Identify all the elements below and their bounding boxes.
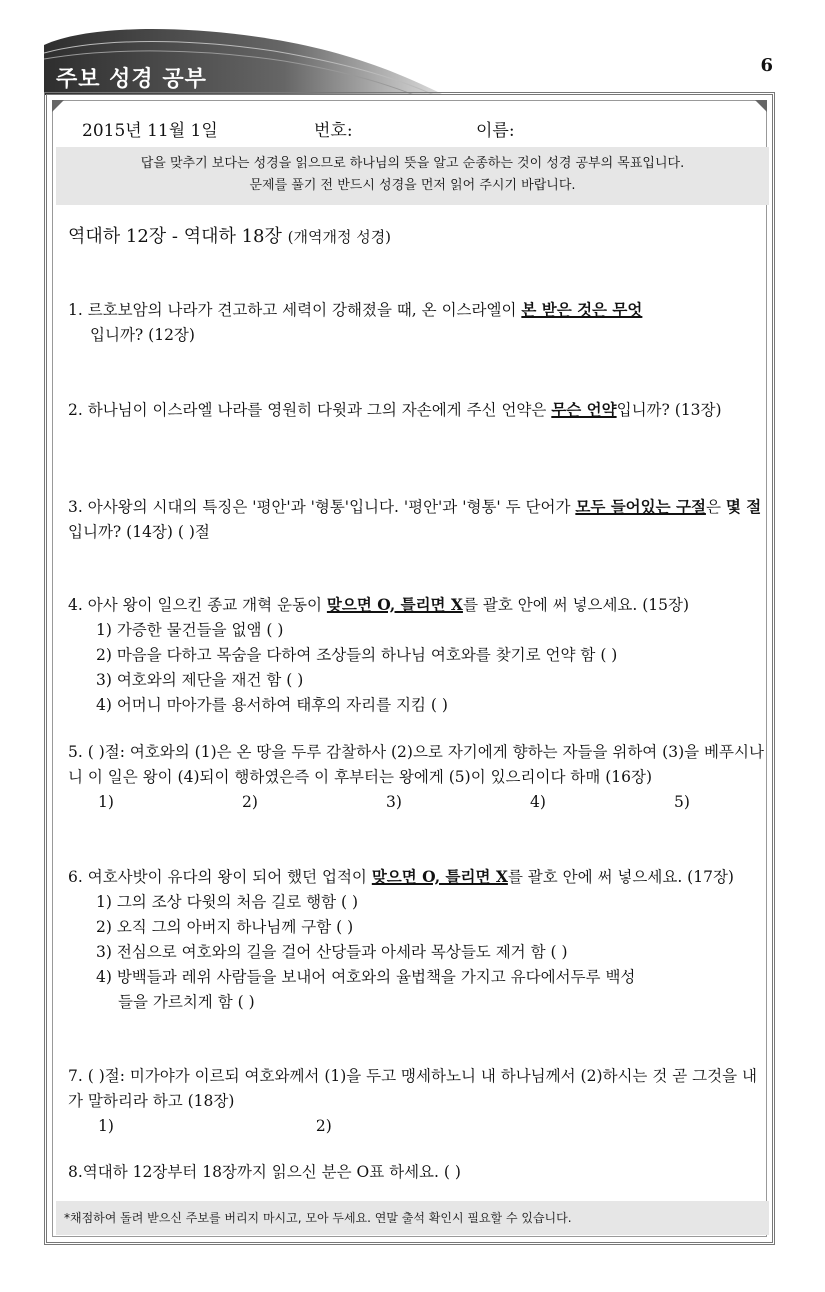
q2-text-cont: 입니까? (13장) <box>616 401 722 419</box>
question-5 <box>68 740 768 815</box>
corner-ornament-left <box>52 100 64 112</box>
question-6 <box>68 864 768 1015</box>
q2-text: 2. 하나님이 이스라엘 나라를 영원히 다윗과 그의 자손에게 주신 언약은 <box>68 401 552 419</box>
q3-text: 3. 아사왕의 시대의 특징은 '평안'과 '형통'입니다. '평안'과 '형통' 두 단어가 <box>68 498 576 516</box>
q4-item: 3) 여호와의 제단을 재건 함 ( ) <box>96 671 304 689</box>
notice-line-1: 답을 맞추기 보다는 성경을 읽으므로 하나님의 뜻을 알고 순종하는 것이 성경 공부의 목표입니다. <box>140 156 685 171</box>
q4-text-cont: 를 괄호 안에 써 넣으세요. (15장) <box>462 596 690 614</box>
q6-highlight: 맞으면 O, 틀리면 X <box>371 867 508 886</box>
footer-note: *채점하여 돌려 받으신 주보를 버리지 마시고, 모아 두세요. 연말 출석 확인시 필요할 수 있습니다. <box>56 1201 769 1235</box>
q4-item: 1) 가증한 물건들을 없앰 ( ) <box>96 621 284 639</box>
q8-text: 8.역대하 12장부터 18장까지 읽으신 분은 O표 하세요. ( ) <box>68 1163 461 1181</box>
corner-ornament-right <box>755 100 767 112</box>
question-3 <box>68 494 768 545</box>
question-4 <box>68 592 768 718</box>
q6-item: 4) 방백들과 레위 사람들을 보내어 여호와의 율법책을 가지고 유다에서두루 백성 <box>96 968 636 986</box>
q3-highlight: 모두 들어있는 구절 <box>575 497 706 516</box>
q5-blanks: 1) 2) 3) 4) 5) <box>98 793 690 811</box>
q6-item: 3) 전심으로 여호와의 길을 걸어 산당들과 아세라 목상들도 제거 함 ( ) <box>96 943 568 961</box>
notice-line-2: 문제를 풀기 전 반드시 성경을 먼저 읽어 주시기 바랍니다. <box>249 178 576 193</box>
name-label: 이름: <box>476 121 515 141</box>
date-field: 2015년 11월 1일 <box>82 121 218 141</box>
q3-bold: 몇 절 <box>725 497 762 516</box>
page-number: 6 <box>760 55 773 76</box>
q4-highlight: 맞으면 O, 틀리면 X <box>326 595 463 614</box>
notice-box <box>56 147 769 205</box>
question-7 <box>68 1064 768 1139</box>
question-8 <box>68 1160 768 1185</box>
q1-text: 1. 르호보암의 나라가 견고하고 세력이 강해졌을 때, 온 이스라엘이 <box>68 301 522 319</box>
q6-item: 1) 그의 조상 다윗의 처음 길로 행함 ( ) <box>96 893 359 911</box>
q3-text-cont: 입니까? (14장) ( )절 <box>68 523 210 541</box>
q1-highlight: 본 받은 것은 무엇 <box>521 300 643 319</box>
q1-text-cont: 입니까? (12장) <box>90 326 195 344</box>
q4-text: 4. 아사 왕이 일으킨 종교 개혁 운동이 <box>68 596 327 614</box>
q6-text-cont: 를 괄호 안에 써 넣으세요. (17장) <box>507 868 734 886</box>
q7-text: 7. ( )절: 미가야가 이르되 여호와께서 (1)을 두고 맹세하노니 내 하나님께서 (2)하시는 것 곧 그것을 내가 말하리라 하고 (18장) <box>68 1067 757 1110</box>
q7-blanks: 1) 2) <box>98 1117 332 1135</box>
question-2 <box>68 397 768 423</box>
q6-item-cont: 들을 가르치게 함 ( ) <box>118 993 255 1011</box>
q3-text-mid: 은 <box>705 498 726 516</box>
section-title-text: 역대하 12장 - 역대하 18장 <box>68 226 282 247</box>
q5-text: 5. ( )절: 여호와의 (1)은 온 땅을 두루 감찰하사 (2)으로 자기에게 향하는 자들을 위하여 (3)을 베푸시나니 이 일은 왕이 (4)되이 행하였은즉 이 후부터는 왕에게 (5)이 있으리이다 하매 (16장) <box>68 743 764 786</box>
q6-item: 2) 오직 그의 아버지 하나님께 구함 ( ) <box>96 918 354 936</box>
section-title <box>68 222 391 248</box>
section-version: (개역개정 성경) <box>287 228 392 246</box>
question-1 <box>68 297 768 348</box>
banner-title: 주보 성경 공부 <box>56 67 207 92</box>
q4-item: 2) 마음을 다하고 목숨을 다하여 조상들의 하나님 여호와를 찾기로 언약 함 ( ) <box>96 646 618 664</box>
q4-item: 4) 어머니 마아가를 용서하여 태후의 자리를 지킴 ( ) <box>96 696 448 714</box>
number-label: 번호: <box>314 121 353 141</box>
q2-highlight: 무슨 언약 <box>551 400 617 419</box>
q6-text: 6. 여호사밧이 유다의 왕이 되어 했던 업적이 <box>68 868 372 886</box>
